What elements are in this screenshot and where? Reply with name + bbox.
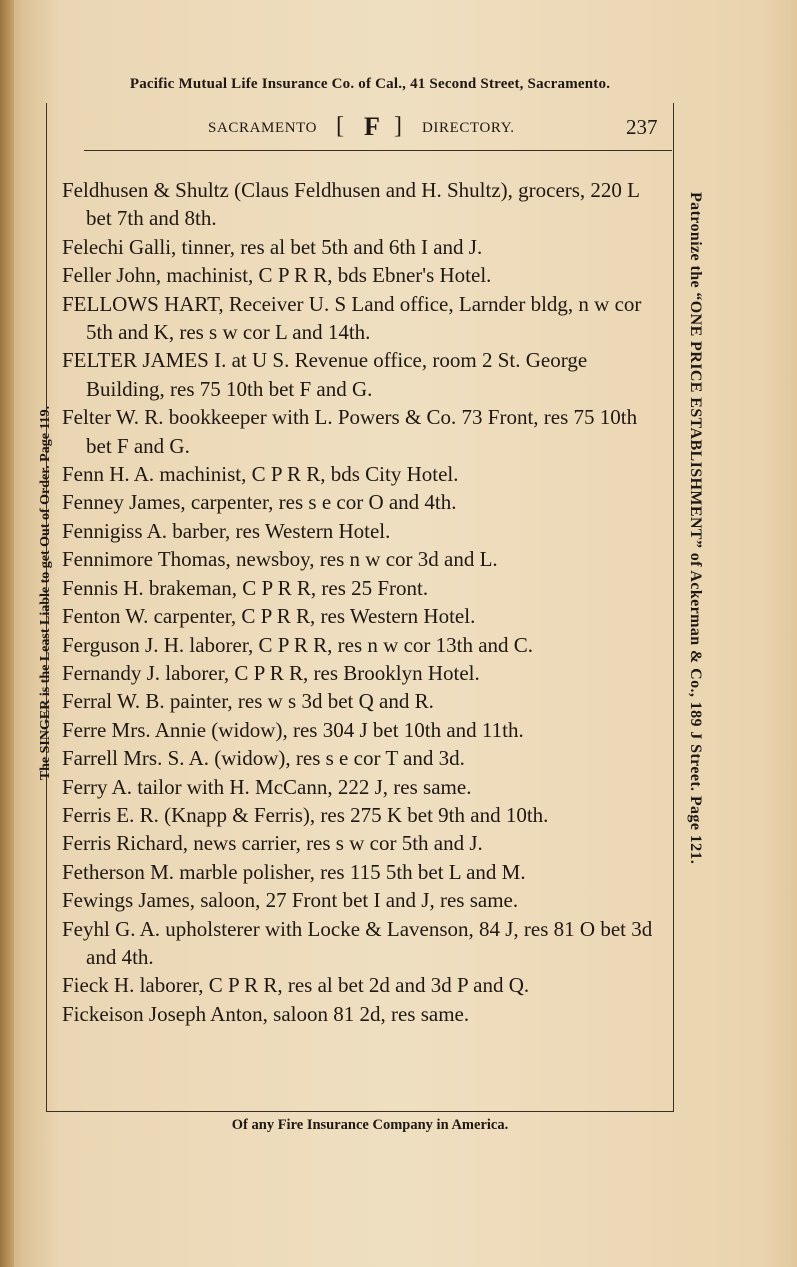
running-header (46, 113, 672, 143)
header-bracket-open: [ (336, 113, 344, 139)
header-city: SACRAMENTO (208, 120, 318, 136)
directory-entry: Fetherson M. marble polisher, res 115 5th bet L and M. (62, 859, 526, 884)
directory-entry: Fewings James, saloon, 27 Front bet I and J, res same. (62, 888, 519, 913)
directory-entry: Ferris E. R. (Knapp & Ferris), res 275 K bet 9th and 10th. (62, 802, 549, 827)
directory-entry: Fenton W. carpenter, C P R R, res Western Hotel. (62, 604, 476, 629)
directory-entry: Felechi Galli, tinner, res al bet 5th and 6th I and J. (62, 234, 483, 259)
directory-entry: FELTER JAMES I. at U S. Revenue office, room 2 St. George Building, res 75 10th bet F and G. (62, 348, 588, 401)
directory-entry: Ferry A. tailor with H. McCann, 222 J, res same. (62, 774, 472, 799)
directory-entries (62, 176, 662, 1028)
directory-entry: FELLOWS HART, Receiver U. S Land office, Larnder bldg, n w cor 5th and K, res s w cor L and 14th. (62, 291, 642, 345)
directory-entry: Feldhusen & Shultz (Claus Feldhusen and H. Shultz), grocers, 220 L bet 7th and 8th. (62, 178, 640, 231)
directory-entry: Ferris Richard, news carrier, res s w cor 5th and J. (62, 831, 483, 856)
page-number: 237 (626, 115, 658, 139)
top-advertisement: Pacific Mutual Life Insurance Co. of Cal., 41 Second Street, Sacramento. (129, 76, 611, 92)
directory-entry: Fieck H. laborer, C P R R, res al bet 2d and 3d P and Q. (62, 973, 530, 998)
directory-entry: Ferre Mrs. Annie (widow), res 304 J bet 10th and 11th. (62, 717, 524, 742)
directory-entry: Feller John, machinist, C P R R, bds Ebner's Hotel. (62, 263, 492, 288)
directory-entry: Farrell Mrs. S. A. (widow), res s e cor T and 3d. (62, 746, 465, 771)
header-directory-label: DIRECTORY. (422, 120, 515, 136)
bottom-advertisement: Of any Fire Insurance Company in America. (231, 1117, 509, 1133)
directory-entry: Fennimore Thomas, newsboy, res n w cor 3d and L. (62, 547, 498, 572)
left-margin-advertisement: The SINGER is the Least Liable to get Out of Order. Page 119. (38, 405, 53, 781)
right-margin-advertisement: Patronize the “ONE PRICE ESTABLISHMENT” of Ackerman & Co., 189 J Street. Page 121. (687, 192, 704, 865)
directory-entry: Felter W. R. bookkeeper with L. Powers & Co. 73 Front, res 75 10th bet F and G. (62, 405, 638, 458)
directory-entry: Fernandy J. laborer, C P R R, res Brooklyn Hotel. (62, 660, 480, 685)
directory-entry: Ferral W. B. painter, res w s 3d bet Q and R. (62, 689, 434, 714)
header-section-letter: F (364, 112, 380, 141)
directory-entry: Fennis H. brakeman, C P R R, res 25 Front. (62, 575, 429, 600)
directory-entry: Fenn H. A. machinist, C P R R, bds City Hotel. (62, 462, 459, 487)
page-binding-edge (0, 0, 14, 1267)
directory-entry: Fenney James, carpenter, res s e cor O and 4th. (62, 490, 457, 515)
directory-entry: Feyhl G. A. upholsterer with Locke & Lavenson, 84 J, res 81 O bet 3d and 4th. (62, 916, 653, 969)
directory-entry: Fickeison Joseph Anton, saloon 81 2d, res same. (62, 1001, 470, 1026)
header-bracket-close: ] (394, 113, 402, 139)
directory-entry: Ferguson J. H. laborer, C P R R, res n w cor 13th and C. (62, 632, 534, 657)
directory-entry: Fennigiss A. barber, res Western Hotel. (62, 518, 391, 543)
header-rule (84, 150, 672, 151)
